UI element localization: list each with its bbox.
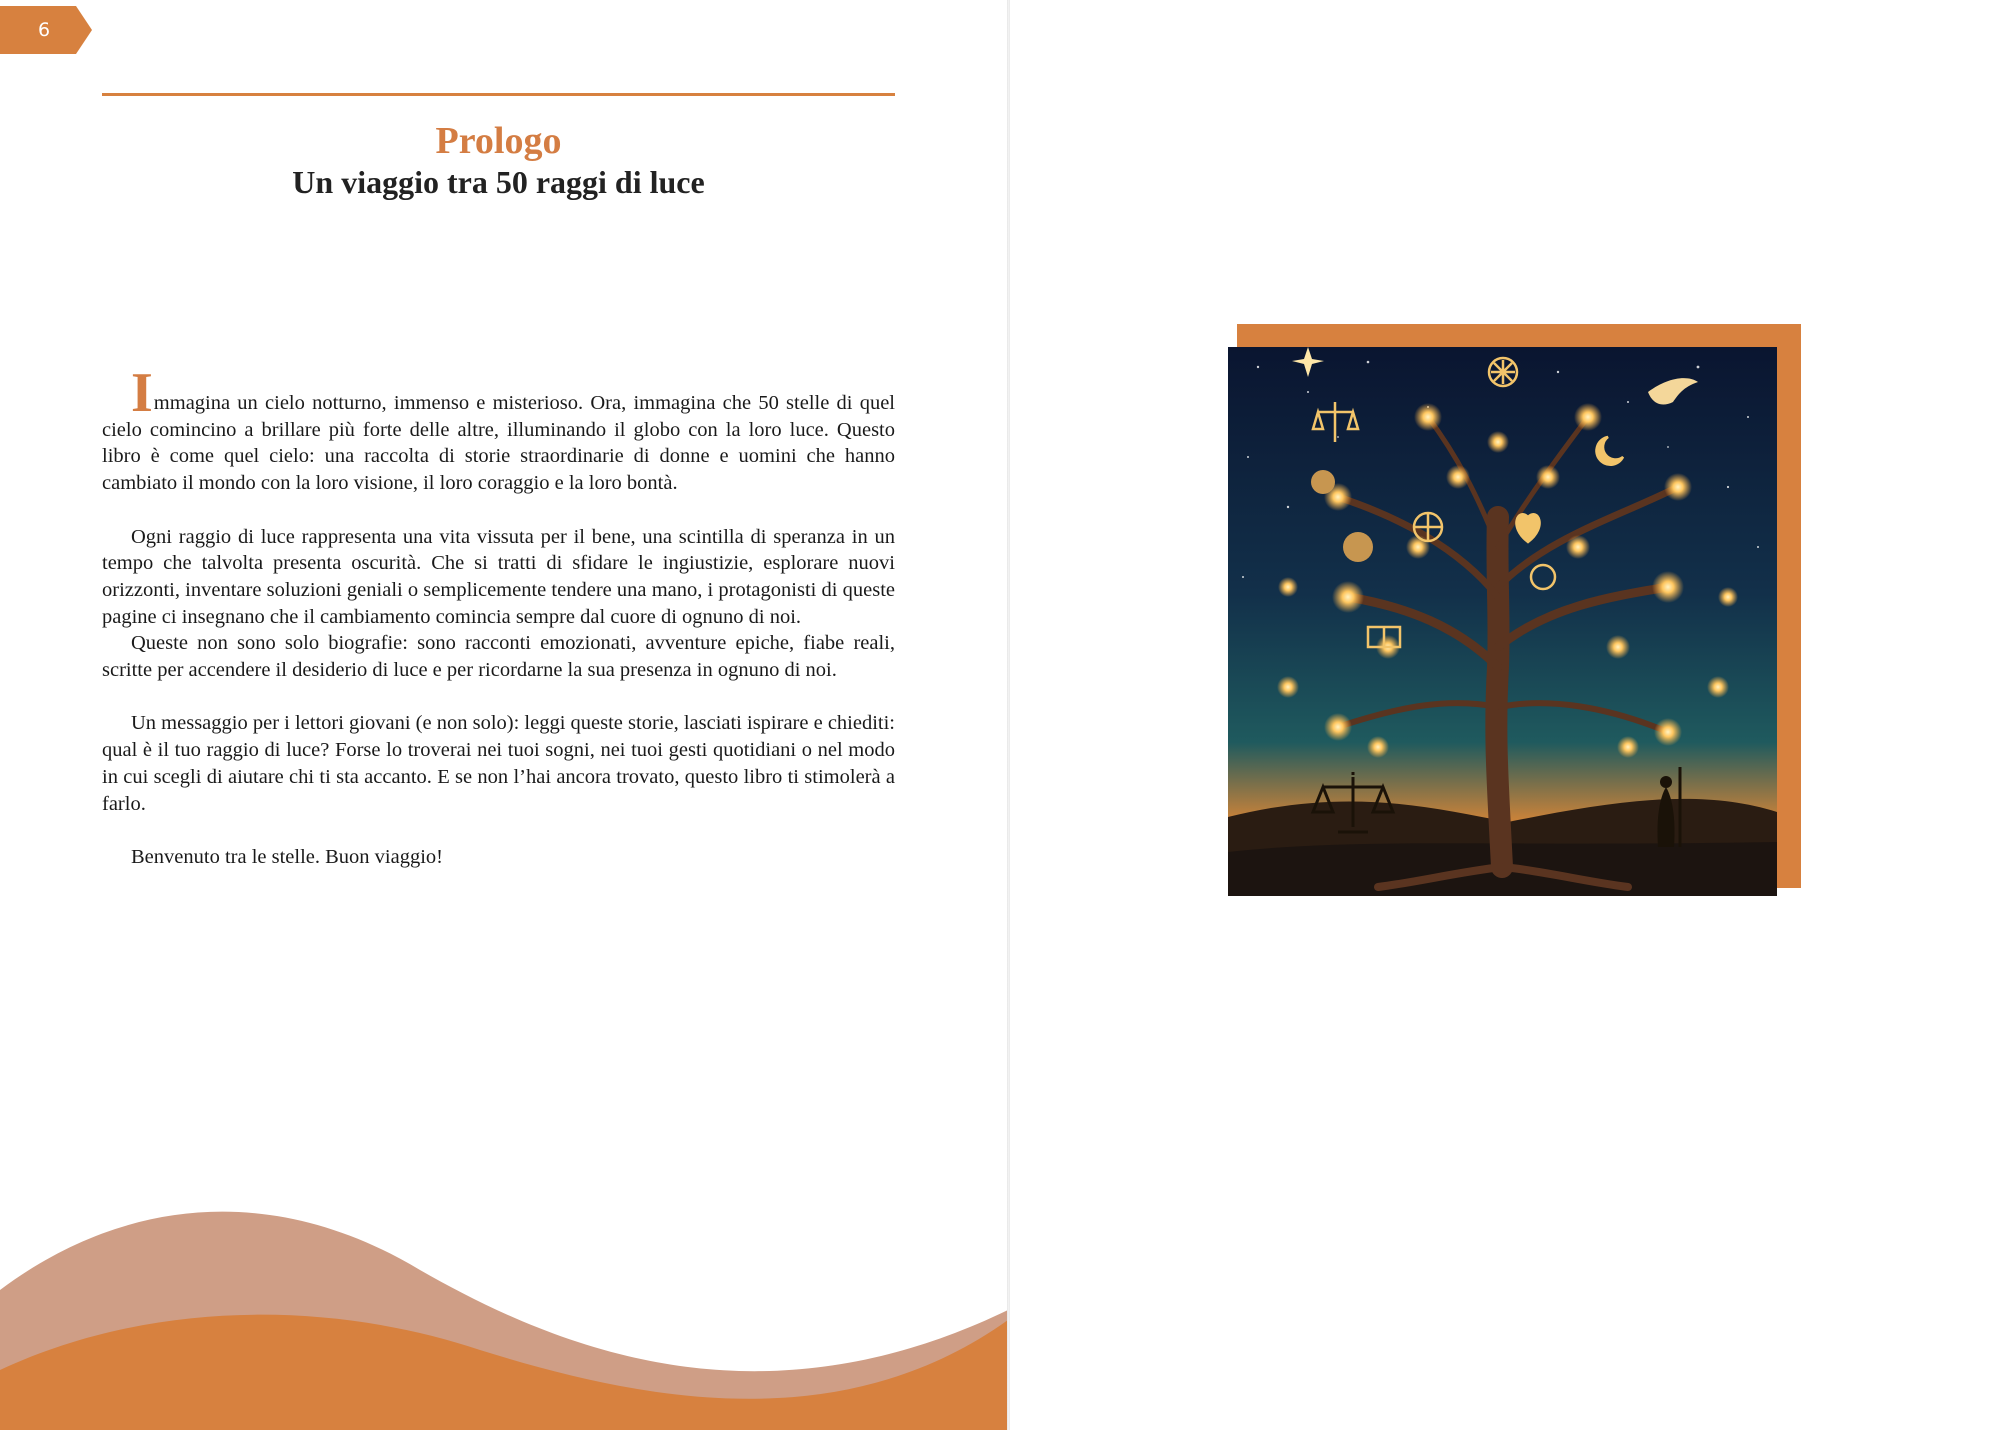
paragraph-1: Immagina un cielo notturno, immenso e misterioso. Ora, immagina che 50 stelle di quel cielo comincino a brillare più forte delle altre, illuminando il globo con la loro luce. Questo libro è come quel cielo: una raccolta di storie straordinarie di donne e uomini che hanno cambiato il mondo con la loro visione, il loro coraggio e la loro bontà.	[102, 362, 895, 495]
prologue-text	[102, 362, 895, 871]
paragraph-5: Benvenuto tra le stelle. Buon viaggio!	[131, 845, 443, 868]
tree-of-light-illustration	[1228, 347, 1777, 896]
paragraph-3: Queste non sono solo biografie: sono racconti emozionati, avventure epiche, fiabe reali, scritte per accendere il desiderio di luce e per ricordarne la sua presenza in ognuno di noi.	[102, 632, 895, 682]
paragraph-4: Un messaggio per i lettori giovani (e non solo): leggi queste storie, lasciati ispirare e chiediti: qual è il tuo raggio di luce? Forse lo troverai nei tuoi sogni, nei tuoi gesti quotidiani o nel modo in cui scegli di aiutare chi ti sta accanto. E se non l’hai ancora trovato, questo libro ti stimolerà a farlo.	[102, 712, 895, 815]
paragraph-2: Ogni raggio di luce rappresenta una vita vissuta per il bene, una scintilla di speranza in un tempo che talvolta presenta oscurità. Che si tratti di sfidare le ingiustizie, esplorare nuovi orizzonti, inventare soluzioni geniali o semplicemente tendere una mano, i protagonisti di queste pagine ci insegnano che il cambiamento comincia sempre dal cuore di ognuno di noi.	[102, 525, 895, 628]
drop-cap: I	[131, 362, 153, 424]
tree-illustration-svg	[1228, 347, 1777, 896]
chapter-title: Prologo	[435, 120, 562, 162]
chapter-subtitle: Un viaggio tra 50 raggi di luce	[292, 164, 705, 200]
header-rule	[102, 93, 895, 96]
decorative-waves-left	[0, 1180, 1008, 1430]
page-number: 6	[37, 19, 51, 41]
